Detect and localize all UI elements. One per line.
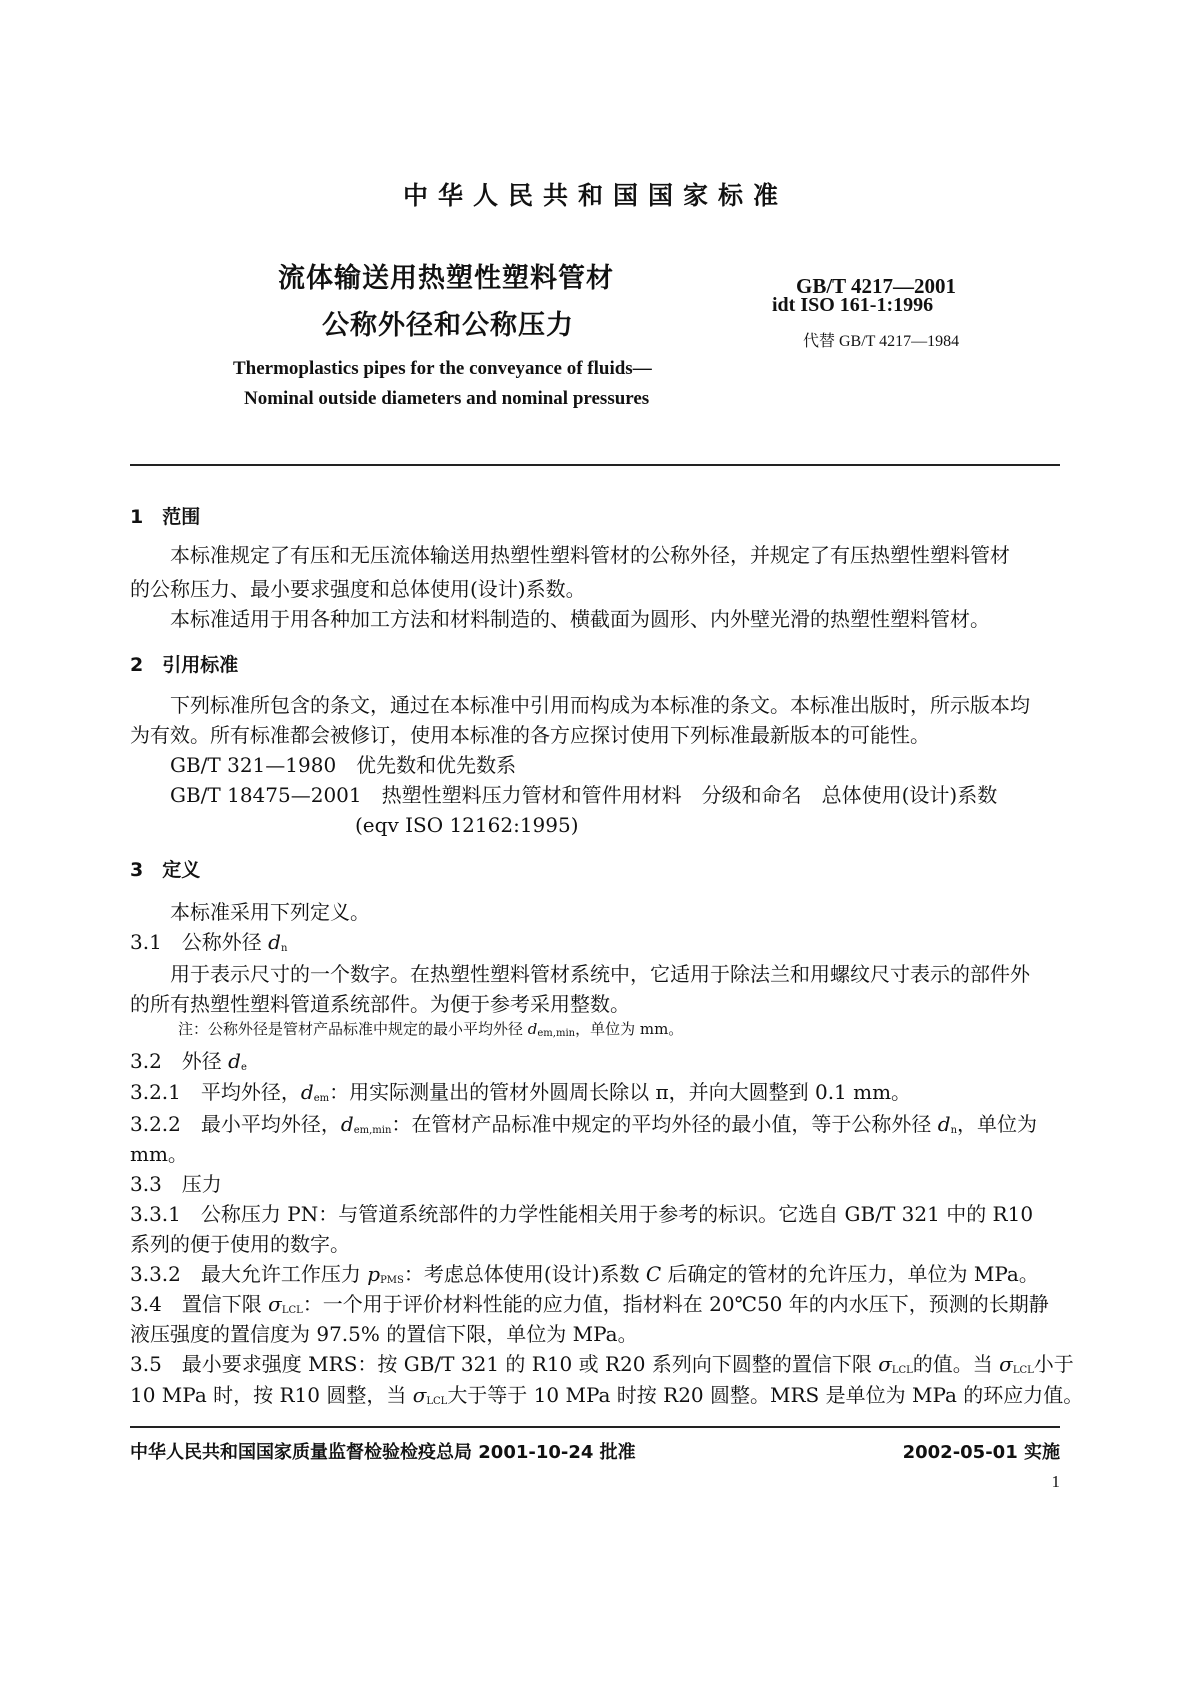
s332-symbol: p (367, 1262, 381, 1286)
section-3-5-line2 (130, 1378, 1083, 1419)
s321-text-a: 3.2.1 平均外径， (130, 1080, 301, 1104)
header-rule (130, 464, 1060, 466)
idt-reference: idt ISO 161-1:1996 (772, 294, 934, 316)
s332-text-a: 3.3.2 最大允许工作压力 (130, 1262, 368, 1286)
s35-line2-subscript: LCL (426, 1396, 448, 1407)
section-3-3-1-line1: 3.3.1 公称压力 PN：与管道系统部件的力学性能相关用于参考的标识。它选自 GB/T 321 中的 R10 (130, 1202, 1034, 1226)
s34-text-b: ：一个用于评价材料性能的应力值，指材料在 20℃50 年的内水压下，预测的长期静 (302, 1292, 1049, 1316)
s322-text-c: ，单位为 (957, 1112, 1038, 1136)
s322-symbol: d (340, 1112, 354, 1136)
note-text-a: 注：公称外径是管材产品标准中规定的最小平均外径 (178, 1020, 528, 1038)
title-en-line1: Thermoplastics pipes for the conveyance of fluids— (233, 358, 652, 379)
s35-line2-text-b: 大于等于 10 MPa 时按 R20 圆整。MRS 是单位为 MPa 的环应力值。 (447, 1383, 1084, 1407)
section-2-heading: 2 引用标准 (130, 654, 239, 676)
s35-line2-symbol: σ (412, 1383, 427, 1407)
section-3-intro: 本标准采用下列定义。 (170, 900, 370, 924)
approval-statement: 中华人民共和国国家质量监督检验检疫总局 2001-10-24 批准 (130, 1442, 636, 1463)
section-2-p1-line1: 下列标准所包含的条文，通过在本标准中引用而构成为本标准的条文。本标准出版时，所示版本均 (170, 693, 1030, 717)
section-1-p1-line1: 本标准规定了有压和无压流体输送用热塑性塑料管材的公称外径，并规定了有压热塑性塑料管材 (170, 543, 1010, 567)
s332-symbol-2: C (645, 1262, 662, 1286)
section-1-heading: 1 范围 (130, 506, 201, 528)
s332-subscript: PMS (380, 1275, 404, 1286)
s32-symbol: d (228, 1049, 241, 1073)
national-standard-heading: 中华人民共和国国家标准 (402, 181, 788, 210)
section-3-3-1-line2: 系列的便于使用的数字。 (130, 1232, 350, 1256)
replaces-standard: 代替 GB/T 4217—1984 (803, 333, 960, 350)
s322-text-b: ：在管材产品标准中规定的平均外径的最小值，等于公称外径 (391, 1112, 938, 1136)
title-cn-line1: 流体输送用热塑性塑料管材 (278, 263, 614, 294)
footer-rule (130, 1426, 1060, 1428)
section-1-p2: 本标准适用于用各种加工方法和材料制造的、横截面为圆形、内外壁光滑的热塑性塑料管材。 (170, 607, 990, 631)
note-symbol: d (527, 1020, 538, 1038)
s31-title-text: 3.1 公称外径 (130, 930, 269, 954)
s35-subscript-2: LCL (1012, 1365, 1034, 1376)
section-3-4-line2: 液压强度的置信度为 97.5% 的置信下限，单位为 MPa。 (130, 1322, 638, 1346)
s322-subscript-2: n (950, 1125, 958, 1136)
s321-symbol: d (300, 1080, 314, 1104)
section-3-3-title: 3.3 压力 (130, 1172, 222, 1196)
s35-symbol: σ (878, 1352, 892, 1376)
reference-gbt-321: GB/T 321—1980 优先数和优先数系 (170, 753, 517, 777)
s35-line2-text-a: 10 MPa 时，按 R10 圆整，当 (130, 1383, 413, 1407)
section-3-1-line1: 用于表示尺寸的一个数字。在热塑性塑料管材系统中，它适用于除法兰和用螺纹尺寸表示的部件外 (170, 962, 1030, 986)
section-3-1-note (178, 1017, 683, 1046)
note-text-b: ，单位为 mm。 (575, 1020, 684, 1038)
section-2-p1-line2: 为有效。所有标准都会被修订，使用本标准的各方应探讨使用下列标准最新版本的可能性。 (130, 723, 930, 747)
s35-text-a: 3.5 最小要求强度 MRS：按 GB/T 321 的 R10 或 R20 系列向下圆整的置信下限 (130, 1352, 879, 1376)
title-cn-line2: 公称外径和公称压力 (322, 310, 574, 341)
s35-text-b: 的值。当 (912, 1352, 1000, 1376)
note-subscript: em,min (537, 1028, 576, 1039)
s35-symbol-2: σ (999, 1352, 1013, 1376)
section-3-heading: 3 定义 (130, 859, 201, 881)
title-en-line2: Nominal outside diameters and nominal pressures (244, 388, 650, 409)
s31-subscript: n (280, 943, 288, 954)
s31-symbol: d (268, 930, 281, 954)
s32-subscript: e (240, 1062, 247, 1073)
reference-gbt-18475-cont: (eqv ISO 12162:1995) (355, 813, 579, 837)
s322-text-a: 3.2.2 最小平均外径， (130, 1112, 341, 1136)
s322-symbol-2: d (937, 1112, 951, 1136)
section-1-p1-line2: 的公称压力、最小要求强度和总体使用(设计)系数。 (130, 577, 586, 601)
s35-subscript: LCL (891, 1365, 913, 1376)
page-number: 1 (1051, 1472, 1060, 1491)
standard-number: GB/T 4217—2001 (796, 274, 957, 298)
s34-symbol: σ (268, 1292, 282, 1316)
s34-text-a: 3.4 置信下限 (130, 1292, 269, 1316)
section-3-2-2-line2: mm。 (130, 1142, 188, 1166)
s321-subscript: em (313, 1093, 330, 1104)
s322-subscript: em,min (353, 1125, 392, 1136)
reference-gbt-18475: GB/T 18475—2001 热塑性塑料压力管材和管件用材料 分级和命名 总体使用(设计)系数 (170, 783, 998, 807)
s332-text-c: 后确定的管材的允许压力，单位为 MPa。 (661, 1262, 1039, 1286)
implementation-date: 2002-05-01 实施 (902, 1442, 1060, 1463)
section-3-1-line2: 的所有热塑性塑料管道系统部件。为便于参考采用整数。 (130, 992, 630, 1016)
s35-text-c: 小于 (1033, 1352, 1074, 1376)
s321-text-b: ：用实际测量出的管材外圆周长除以 π，并向大圆整到 0.1 mm。 (329, 1080, 912, 1104)
s332-text-b: ：考虑总体使用(设计)系数 (403, 1262, 646, 1286)
s32-title-text: 3.2 外径 (130, 1049, 229, 1073)
s34-subscript: LCL (281, 1305, 303, 1316)
section-3-2-2-line1 (130, 1107, 1037, 1148)
